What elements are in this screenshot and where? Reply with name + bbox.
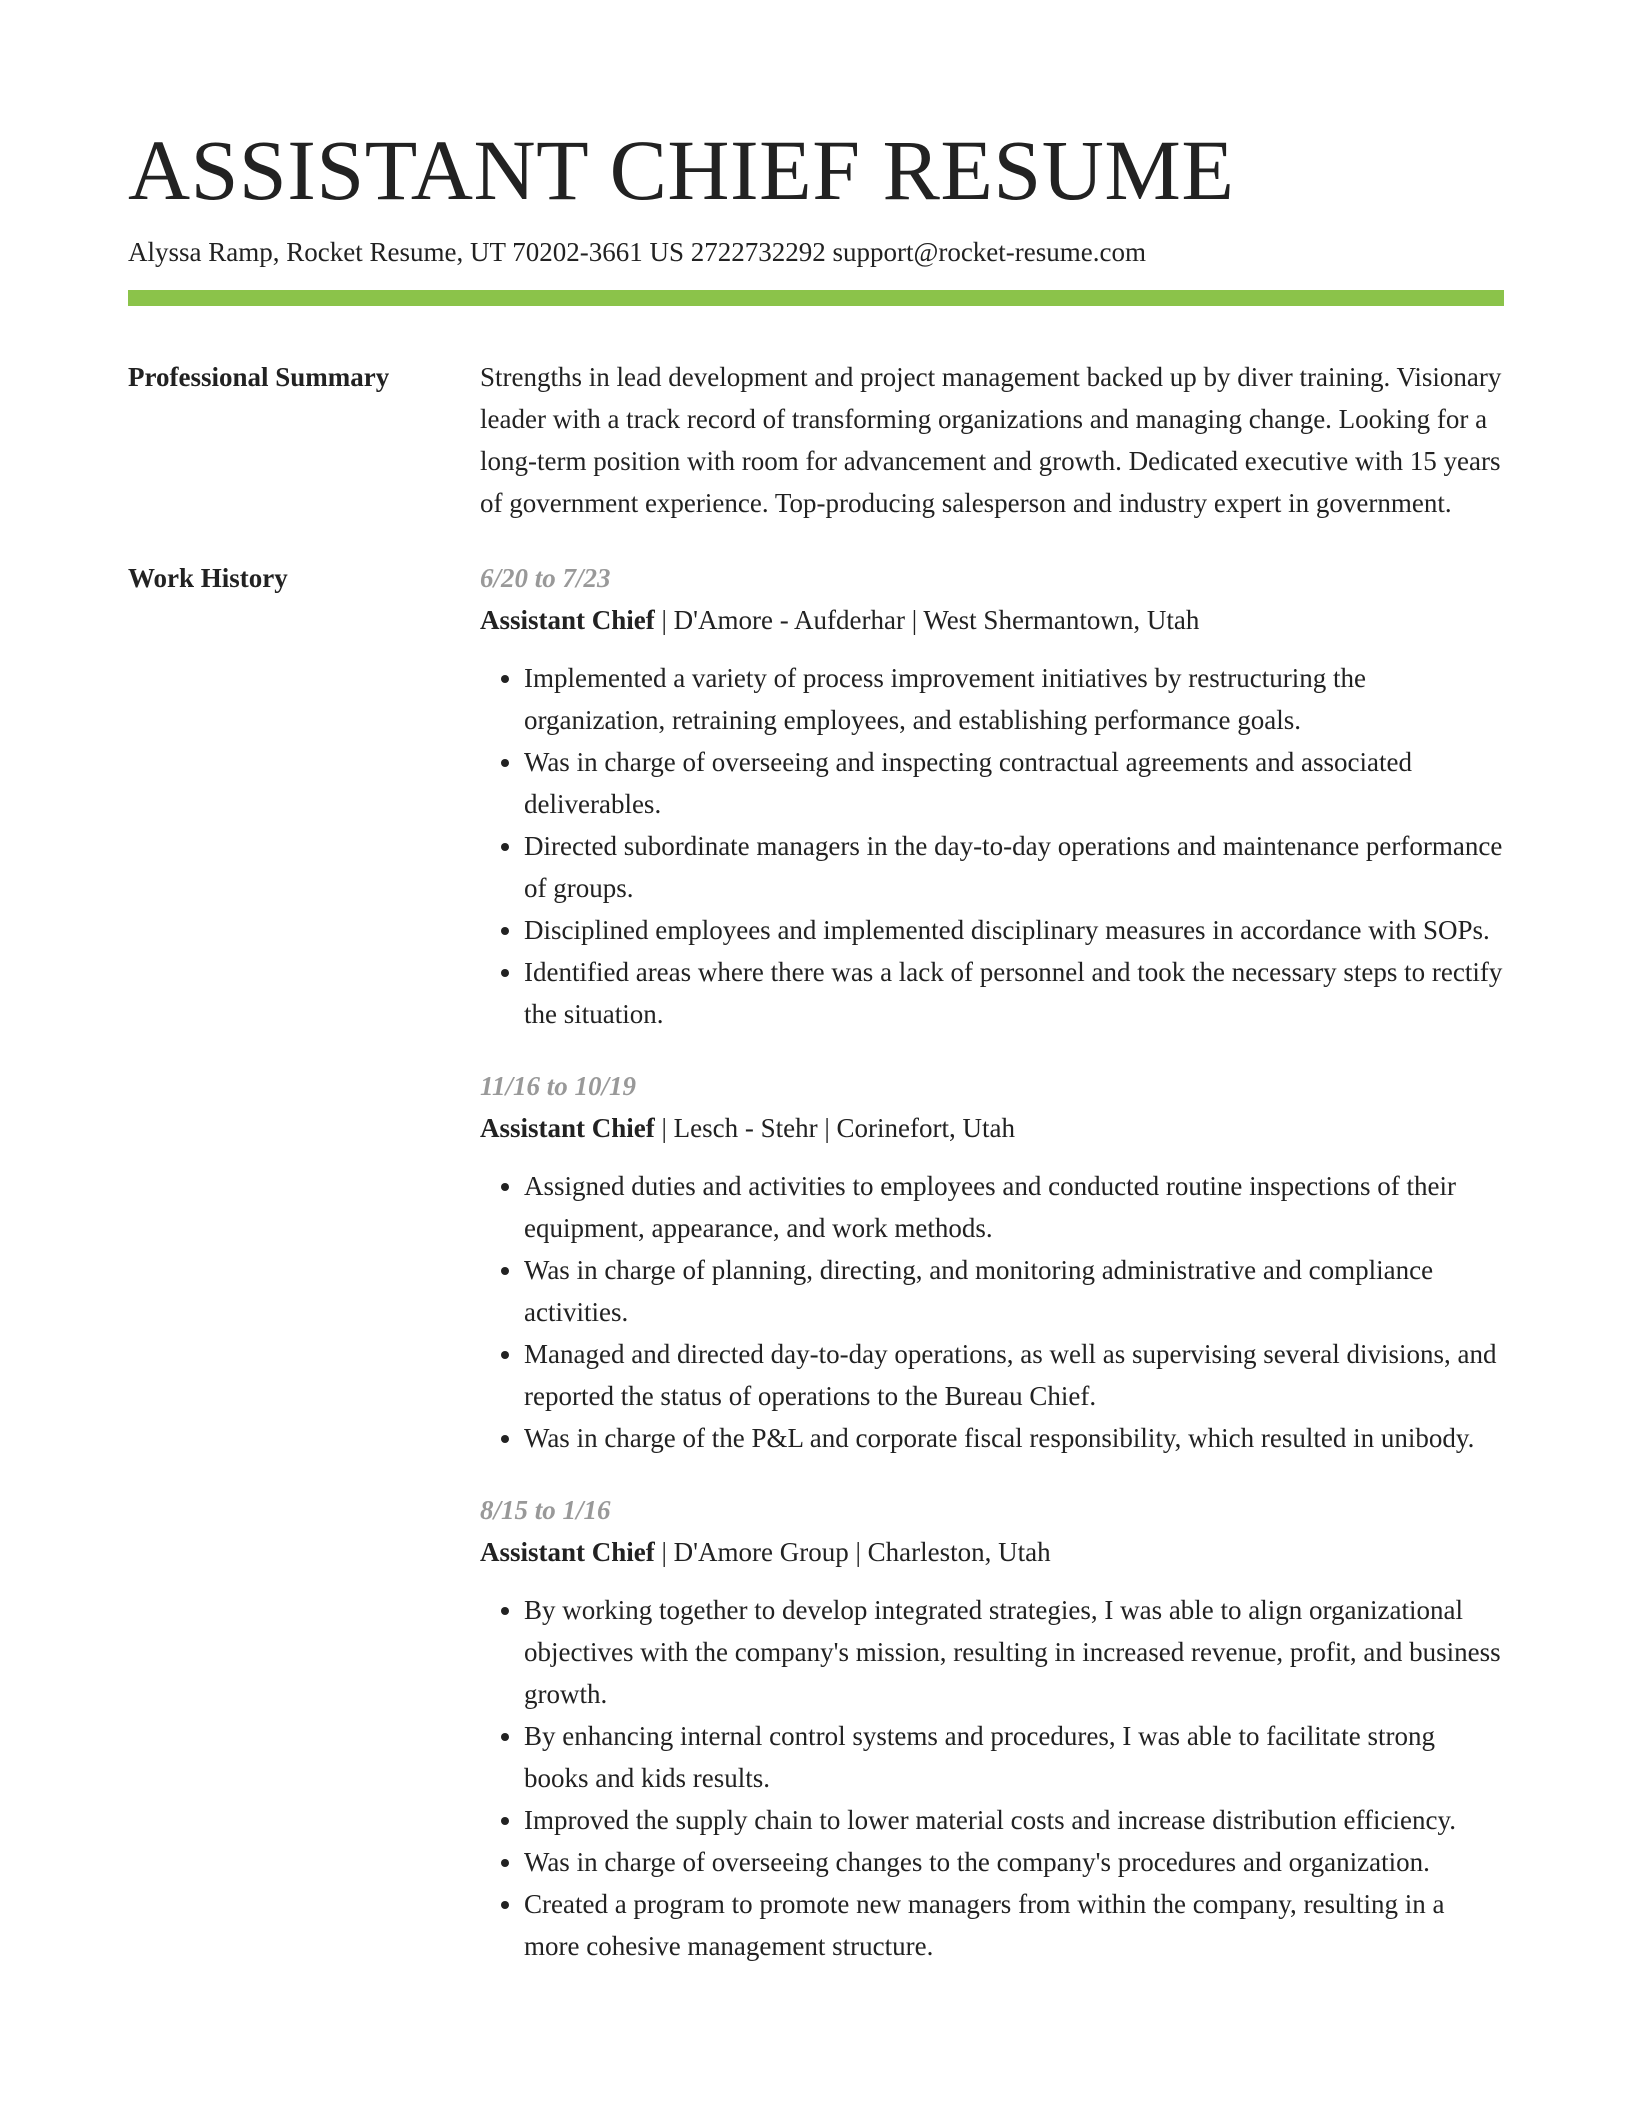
job-dates: 8/15 to 1/16 [480,1495,611,1525]
resume-page [128,0,1504,1997]
job-bullet: • Improved the supply chain to lower material costs and increase distribution efficiency. [524,1799,1504,1841]
header-divider [128,290,1504,306]
job-bullet: • By working together to develop integrated strategies, I was able to align organizational objectives with the company's mission, resulting in increased revenue, profit, and business growth. [524,1589,1504,1715]
job-title: Assistant Chief [480,1537,655,1567]
job-entry [480,1489,1504,1967]
job-employer-location: | D'Amore Group | Charleston, Utah [654,1537,1051,1567]
job-entry [480,1065,1504,1459]
professional-summary-section [128,356,1504,524]
job-bullet: • Directed subordinate managers in the day-to-day operations and maintenance performance of groups. [524,825,1504,909]
resume-title: ASSISTANT CHIEF RESUME [128,122,1235,218]
work-history-list [480,557,1504,1997]
job-bullet: • Implemented a variety of process improvement initiatives by restructuring the organization, retraining employees, and establishing performance goals. [524,657,1504,741]
job-bullet: • By enhancing internal control systems and procedures, I was able to facilitate strong books and kids results. [524,1715,1504,1799]
job-bullet: • Was in charge of planning, directing, and monitoring administrative and compliance activities. [524,1249,1504,1333]
job-bullet: • Disciplined employees and implemented disciplinary measures in accordance with SOPs. [524,909,1504,951]
job-bullet: • Was in charge of overseeing and inspecting contractual agreements and associated deliverables. [524,741,1504,825]
job-heading [480,1107,1504,1149]
job-heading [480,599,1504,641]
job-employer-location: | Lesch - Stehr | Corinefort, Utah [654,1113,1015,1143]
job-bullet: • Created a program to promote new managers from within the company, resulting in a more cohesive management structure. [524,1883,1504,1967]
job-dates: 11/16 to 10/19 [480,1071,637,1101]
job-heading [480,1531,1504,1573]
job-bullet: • Was in charge of the P&L and corporate fiscal responsibility, which resulted in unibody. [524,1417,1504,1459]
summary-text: Strengths in lead development and project management backed up by diver training. Visionary leader with a track record of transforming organizations and managing change. Looking for a long-term position with room for advancement and growth. Dedicated executive with 15 years of government experience. Top-producing salesperson and industry expert in government. [480,362,1502,518]
job-title: Assistant Chief [480,605,655,635]
job-bullet-list [480,1165,1504,1459]
job-bullet-list [480,1589,1504,1967]
job-bullet: • Assigned duties and activities to employees and conducted routine inspections of their equipment, appearance, and work methods. [524,1165,1504,1249]
work-history-section [128,557,1504,1997]
contact-line: Alyssa Ramp, Rocket Resume, UT 70202-3661 US 2722732292 support@rocket-resume.com [128,237,1146,267]
section-label-professional-summary: Professional Summary [128,362,390,392]
section-label-work-history: Work History [128,563,288,593]
job-bullet: • Was in charge of overseeing changes to the company's procedures and organization. [524,1841,1504,1883]
job-bullet: • Identified areas where there was a lack of personnel and took the necessary steps to rectify the situation. [524,951,1504,1035]
job-employer-location: | D'Amore - Aufderhar | West Shermantown, Utah [654,605,1200,635]
job-dates: 6/20 to 7/23 [480,563,611,593]
job-entry [480,557,1504,1035]
job-bullet-list [480,657,1504,1035]
job-bullet: • Managed and directed day-to-day operations, as well as supervising several divisions, and reported the status of operations to the Bureau Chief. [524,1333,1504,1417]
job-title: Assistant Chief [480,1113,655,1143]
